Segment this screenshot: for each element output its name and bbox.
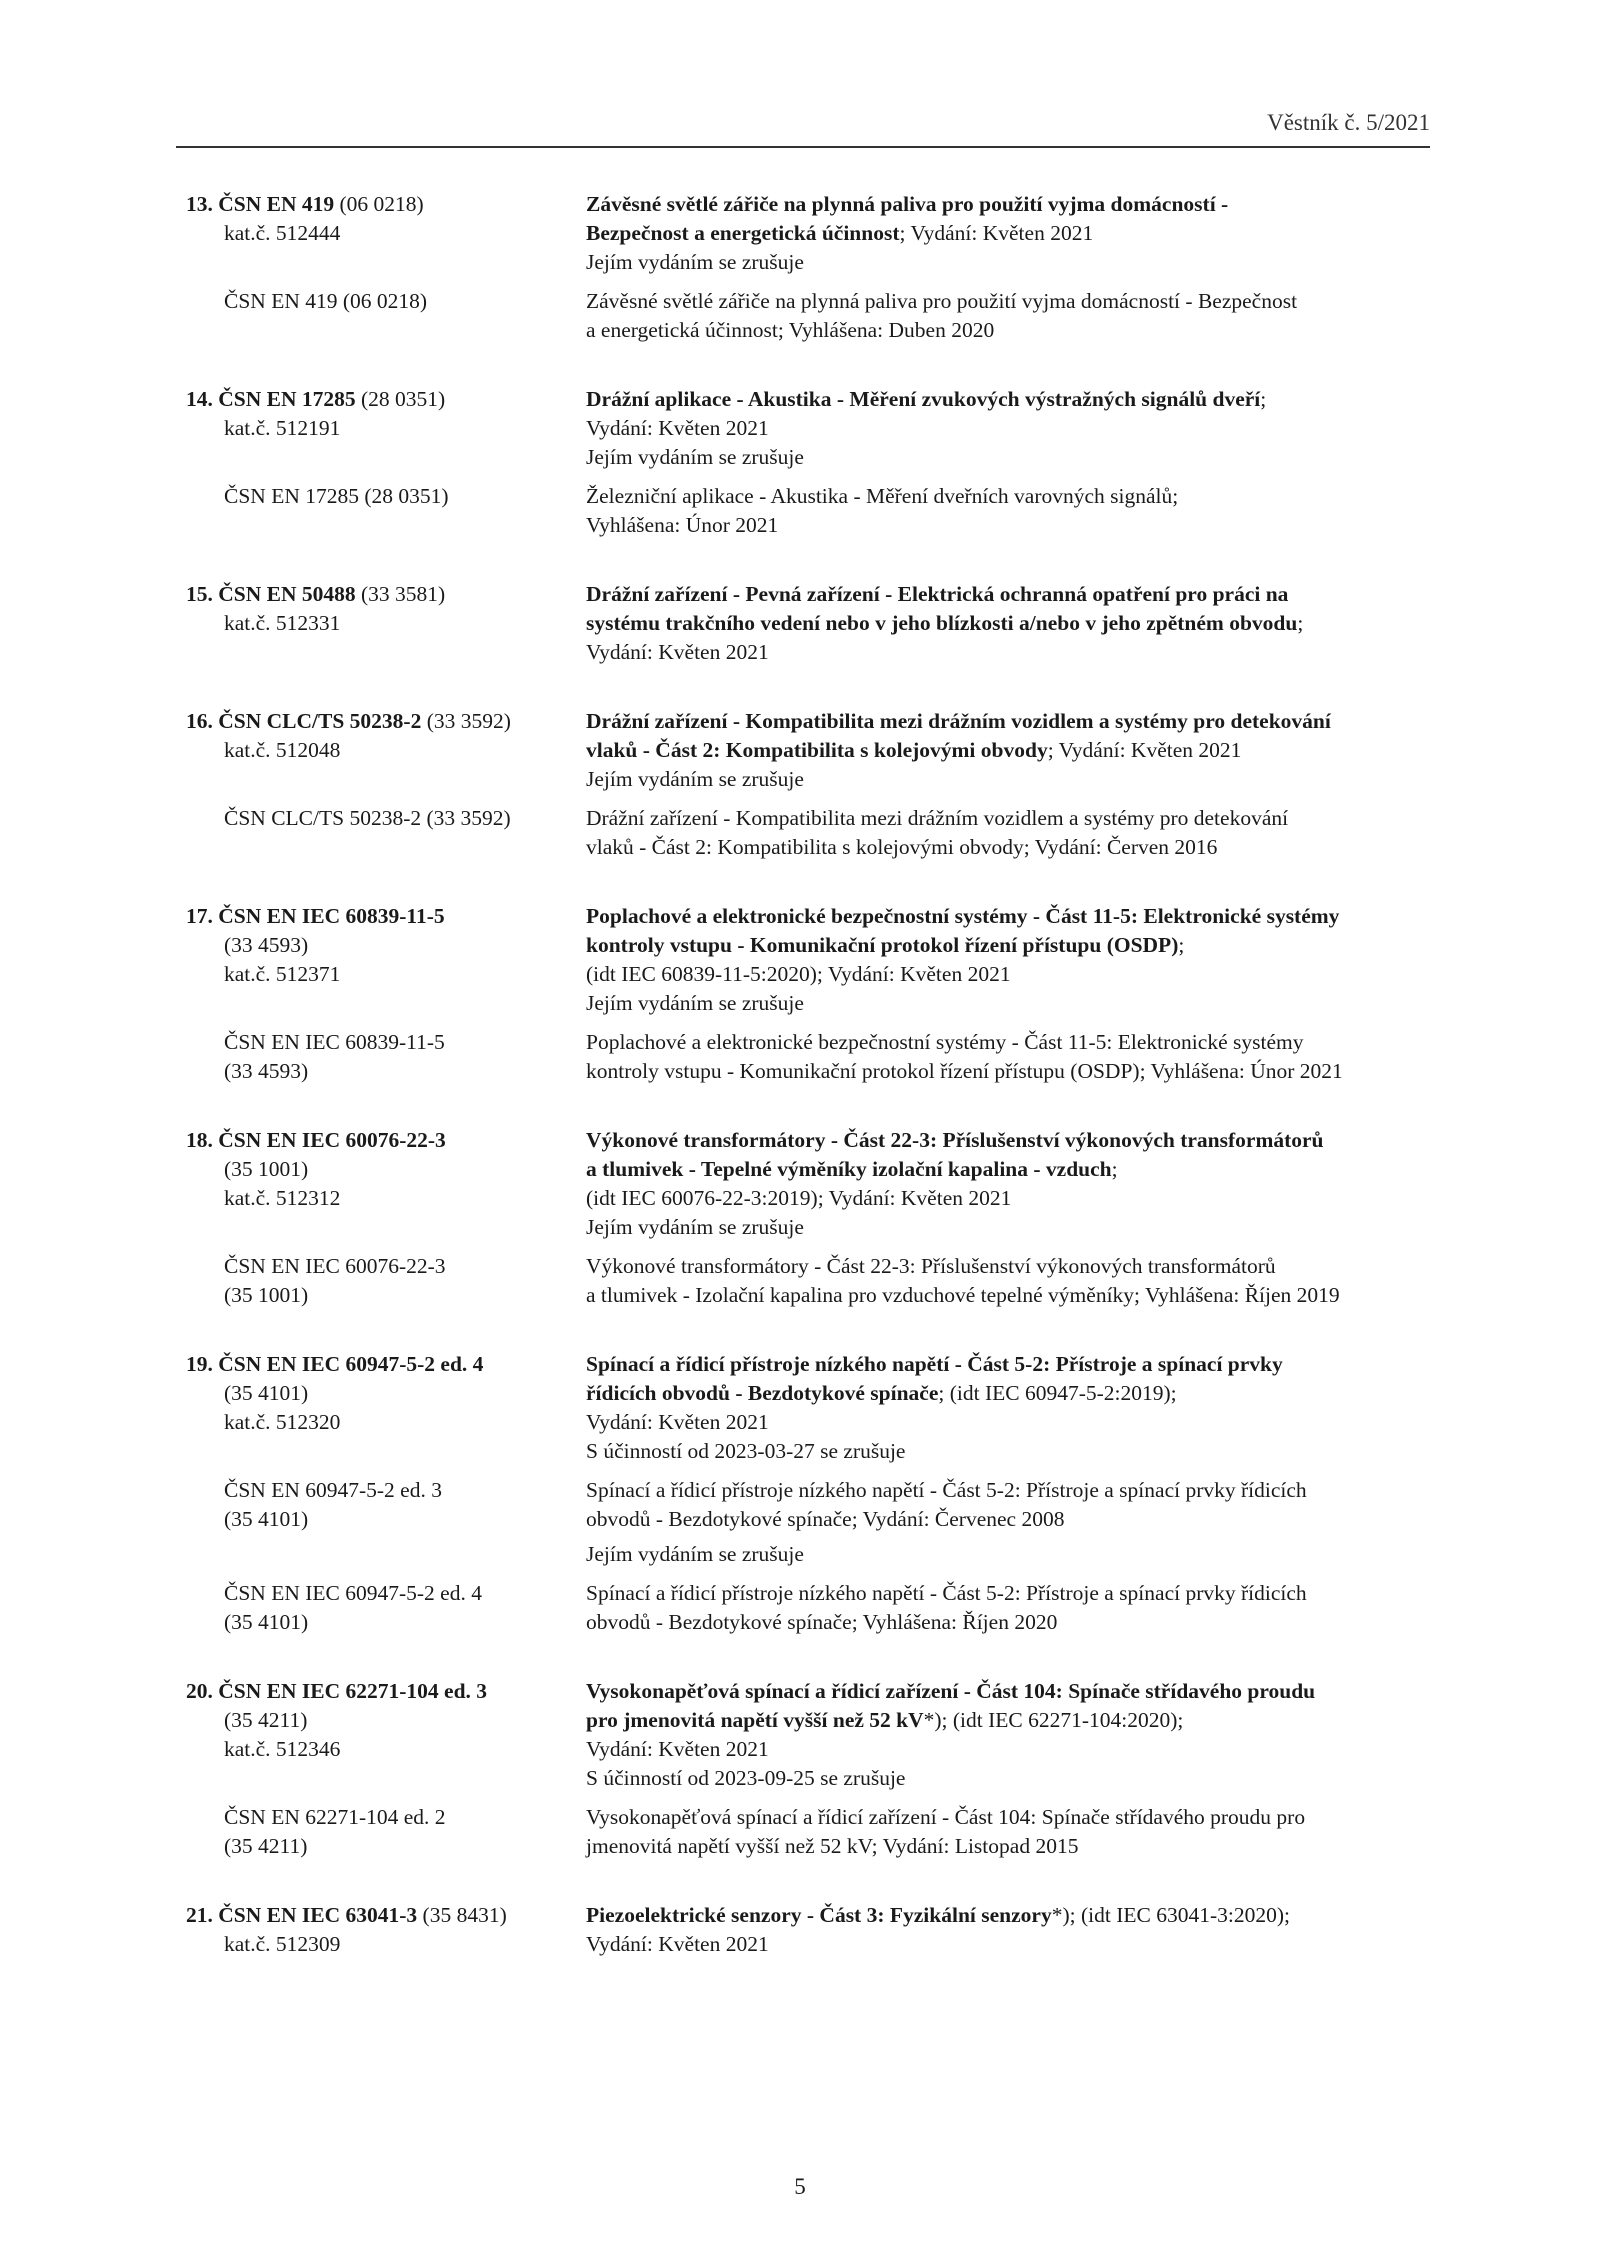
title-punct: ; bbox=[1297, 611, 1304, 635]
title-punct: ; bbox=[1260, 387, 1267, 411]
standard-code: ČSN EN IEC 60839-11-5 bbox=[218, 904, 445, 928]
replaced-class-code: (35 1001) bbox=[224, 1283, 309, 1307]
standard-title: Závěsné světlé zářiče na plynná paliva pro použití vyjma domácností - bbox=[586, 192, 1229, 216]
standard-entry-20 bbox=[186, 1677, 1436, 1861]
standard-code: ČSN EN 419 bbox=[218, 192, 335, 216]
standards-list bbox=[186, 190, 1436, 1999]
catalog-number: kat.č. 512331 bbox=[224, 611, 341, 635]
entry-number: 17. bbox=[186, 904, 213, 928]
standard-title-cont: a tlumivek - Tepelné výměníky izolační kapalina - vzduch bbox=[586, 1157, 1112, 1181]
replacement-note: S účinností od 2023-03-27 se zrušuje bbox=[586, 1439, 906, 1463]
entry-number: 20. bbox=[186, 1679, 213, 1703]
standard-code: ČSN EN 17285 bbox=[218, 387, 356, 411]
replaced-code-2: ČSN EN IEC 60947-5-2 ed. 4 bbox=[224, 1581, 482, 1605]
standard-title-cont: kontroly vstupu - Komunikační protokol řízení přístupu (OSDP) bbox=[586, 933, 1179, 957]
catalog-number: kat.č. 512320 bbox=[224, 1410, 341, 1434]
class-code: (33 3592) bbox=[421, 709, 511, 733]
standard-entry-16 bbox=[186, 707, 1436, 862]
edition-info: Vydání: Květen 2021 bbox=[586, 640, 769, 664]
idt-info: *); (idt IEC 62271-104:2020); bbox=[923, 1708, 1184, 1732]
replaced-title: Závěsné světlé zářiče na plynná paliva pro použití vyjma domácností - Bezpečnost bbox=[586, 289, 1298, 313]
standard-title: Poplachové a elektronické bezpečnostní systémy - Část 11-5: Elektronické systémy bbox=[586, 904, 1340, 928]
replaced-code: ČSN EN 60947-5-2 ed. 3 bbox=[224, 1478, 442, 1502]
edition-info: (idt IEC 60076-22-3:2019); Vydání: Květen 2021 bbox=[586, 1186, 1012, 1210]
standard-title: Vysokonapěťová spínací a řídicí zařízení - Část 104: Spínače střídavého proudu bbox=[586, 1679, 1316, 1703]
entry-number: 14. bbox=[186, 387, 213, 411]
catalog-number: kat.č. 512312 bbox=[224, 1186, 341, 1210]
replaced-title: Železniční aplikace - Akustika - Měření dveřních varovných signálů; bbox=[586, 484, 1179, 508]
standard-title: Drážní aplikace - Akustika - Měření zvukových výstražných signálů dveří bbox=[586, 387, 1261, 411]
class-code: (06 0218) bbox=[334, 192, 424, 216]
edition-info: Vydání: Květen 2021 bbox=[586, 1410, 769, 1434]
title-punct: ; bbox=[1111, 1157, 1118, 1181]
class-code: (35 1001) bbox=[224, 1157, 309, 1181]
catalog-number: kat.č. 512346 bbox=[224, 1737, 341, 1761]
edition-info: ; Vydání: Květen 2021 bbox=[1047, 738, 1242, 762]
standard-entry-19 bbox=[186, 1350, 1436, 1637]
replaced-title-2-cont: obvodů - Bezdotykové spínače; Vyhlášena: Říjen 2020 bbox=[586, 1610, 1058, 1634]
entry-number: 19. bbox=[186, 1352, 213, 1376]
edition-info: Vydání: Květen 2021 bbox=[586, 1932, 769, 1956]
catalog-number: kat.č. 512191 bbox=[224, 416, 341, 440]
standard-title: Drážní zařízení - Kompatibilita mezi drážním vozidlem a systémy pro detekování bbox=[586, 709, 1331, 733]
standard-title-cont: Bezpečnost a energetická účinnost bbox=[586, 221, 900, 245]
standard-title: Výkonové transformátory - Část 22-3: Příslušenství výkonových transformátorů bbox=[586, 1128, 1324, 1152]
replaced-title: Vysokonapěťová spínací a řídicí zařízení - Část 104: Spínače střídavého proudu pro bbox=[586, 1805, 1306, 1829]
replaced-code: ČSN EN IEC 60839-11-5 bbox=[224, 1030, 445, 1054]
replaced-class-code: (35 4101) bbox=[224, 1507, 309, 1531]
standard-entry-13 bbox=[186, 190, 1436, 345]
standard-code: ČSN CLC/TS 50238-2 bbox=[218, 709, 422, 733]
standard-title: Spínací a řídicí přístroje nízkého napětí - Část 5-2: Přístroje a spínací prvky bbox=[586, 1352, 1283, 1376]
standard-code: ČSN EN IEC 60076-22-3 bbox=[218, 1128, 446, 1152]
standard-code: ČSN EN IEC 60947-5-2 ed. 4 bbox=[218, 1352, 484, 1376]
standard-entry-17 bbox=[186, 902, 1436, 1086]
idt-info: ; (idt IEC 60947-5-2:2019); bbox=[938, 1381, 1177, 1405]
replaced-title-cont: kontroly vstupu - Komunikační protokol řízení přístupu (OSDP); Vyhlášena: Únor 2021 bbox=[586, 1059, 1343, 1083]
replaced-title-2: Spínací a řídicí přístroje nízkého napětí - Část 5-2: Přístroje a spínací prvky řídicích bbox=[586, 1581, 1307, 1605]
replaced-class-code-2: (35 4101) bbox=[224, 1610, 309, 1634]
journal-title: Věstník č. 5/2021 bbox=[1267, 110, 1430, 135]
entry-number: 15. bbox=[186, 582, 213, 606]
class-code: (35 4101) bbox=[224, 1381, 309, 1405]
edition-info: Vydání: Květen 2021 bbox=[586, 1737, 769, 1761]
replaced-code: ČSN EN 62271-104 ed. 2 bbox=[224, 1805, 446, 1829]
catalog-number: kat.č. 512444 bbox=[224, 221, 341, 245]
replaced-class-code: (35 4211) bbox=[224, 1834, 308, 1858]
replaced-title-cont: Vyhlášena: Únor 2021 bbox=[586, 513, 779, 537]
replacement-note: S účinností od 2023-09-25 se zrušuje bbox=[586, 1766, 906, 1790]
replaced-title: Výkonové transformátory - Část 22-3: Příslušenství výkonových transformátorů bbox=[586, 1254, 1276, 1278]
replaced-title-cont: a tlumivek - Izolační kapalina pro vzduchové tepelné výměníky; Vyhlášena: Říjen 2019 bbox=[586, 1283, 1340, 1307]
standard-title-cont: řídicích obvodů - Bezdotykové spínače bbox=[586, 1381, 939, 1405]
replaced-title-cont: jmenovitá napětí vyšší než 52 kV; Vydání: Listopad 2015 bbox=[586, 1834, 1079, 1858]
standard-entry-18 bbox=[186, 1126, 1436, 1310]
standard-title-cont: vlaků - Část 2: Kompatibilita s kolejovými obvody bbox=[586, 738, 1048, 762]
replaced-code: ČSN EN IEC 60076-22-3 bbox=[224, 1254, 446, 1278]
replaced-class-code: (33 4593) bbox=[224, 1059, 309, 1083]
catalog-number: kat.č. 512048 bbox=[224, 738, 341, 762]
standard-entry-15 bbox=[186, 580, 1436, 667]
title-punct: ; bbox=[1178, 933, 1185, 957]
standard-title: Drážní zařízení - Pevná zařízení - Elektrická ochranná opatření pro práci na bbox=[586, 582, 1289, 606]
standard-entry-21 bbox=[186, 1901, 1436, 1959]
class-code: (35 8431) bbox=[417, 1903, 507, 1927]
class-code: (33 4593) bbox=[224, 933, 309, 957]
entry-number: 16. bbox=[186, 709, 213, 733]
class-code: (35 4211) bbox=[224, 1708, 308, 1732]
edition-info: ; Vydání: Květen 2021 bbox=[899, 221, 1094, 245]
entry-number: 21. bbox=[186, 1903, 213, 1927]
replacement-note: Jejím vydáním se zrušuje bbox=[586, 445, 804, 469]
catalog-number: kat.č. 512309 bbox=[224, 1932, 341, 1956]
replacement-note: Jejím vydáním se zrušuje bbox=[586, 991, 804, 1015]
replaced-title-cont: vlaků - Část 2: Kompatibilita s kolejovými obvody; Vydání: Červen 2016 bbox=[586, 835, 1218, 859]
replaced-title-cont: a energetická účinnost; Vyhlášena: Duben 2020 bbox=[586, 318, 995, 342]
standard-title: Piezoelektrické senzory - Část 3: Fyzikální senzory bbox=[586, 1903, 1052, 1927]
page-number: 5 bbox=[794, 2174, 806, 2199]
replaced-code: ČSN CLC/TS 50238-2 (33 3592) bbox=[224, 806, 511, 830]
standard-code: ČSN EN IEC 62271-104 ed. 3 bbox=[218, 1679, 488, 1703]
standard-title-cont: systému trakčního vedení nebo v jeho blízkosti a/nebo v jeho zpětném obvodu bbox=[586, 611, 1298, 635]
replacement-note: Jejím vydáním se zrušuje bbox=[586, 250, 804, 274]
replacement-note-2: Jejím vydáním se zrušuje bbox=[586, 1542, 804, 1566]
replaced-title: Drážní zařízení - Kompatibilita mezi drážním vozidlem a systémy pro detekování bbox=[586, 806, 1289, 830]
standard-entry-14 bbox=[186, 385, 1436, 540]
edition-info: (idt IEC 60839-11-5:2020); Vydání: Květen 2021 bbox=[586, 962, 1011, 986]
replaced-title-cont: obvodů - Bezdotykové spínače; Vydání: Červenec 2008 bbox=[586, 1507, 1065, 1531]
page-header bbox=[176, 108, 1430, 148]
replaced-title: Poplachové a elektronické bezpečnostní systémy - Část 11-5: Elektronické systémy bbox=[586, 1030, 1304, 1054]
class-code: (28 0351) bbox=[355, 387, 446, 411]
entry-number: 18. bbox=[186, 1128, 213, 1152]
replacement-note: Jejím vydáním se zrušuje bbox=[586, 1215, 804, 1239]
entry-number: 13. bbox=[186, 192, 213, 216]
replaced-title: Spínací a řídicí přístroje nízkého napětí - Část 5-2: Přístroje a spínací prvky řídicích bbox=[586, 1478, 1307, 1502]
class-code: (33 3581) bbox=[355, 582, 446, 606]
replacement-note: Jejím vydáním se zrušuje bbox=[586, 767, 804, 791]
standard-title-cont: pro jmenovitá napětí vyšší než 52 kV bbox=[586, 1708, 924, 1732]
idt-info: *); (idt IEC 63041-3:2020); bbox=[1051, 1903, 1290, 1927]
catalog-number: kat.č. 512371 bbox=[224, 962, 341, 986]
replaced-code: ČSN EN 419 (06 0218) bbox=[224, 289, 428, 313]
edition-info: Vydání: Květen 2021 bbox=[586, 416, 769, 440]
standard-code: ČSN EN 50488 bbox=[218, 582, 356, 606]
standard-code: ČSN EN IEC 63041-3 bbox=[218, 1903, 418, 1927]
replaced-code: ČSN EN 17285 (28 0351) bbox=[224, 484, 449, 508]
